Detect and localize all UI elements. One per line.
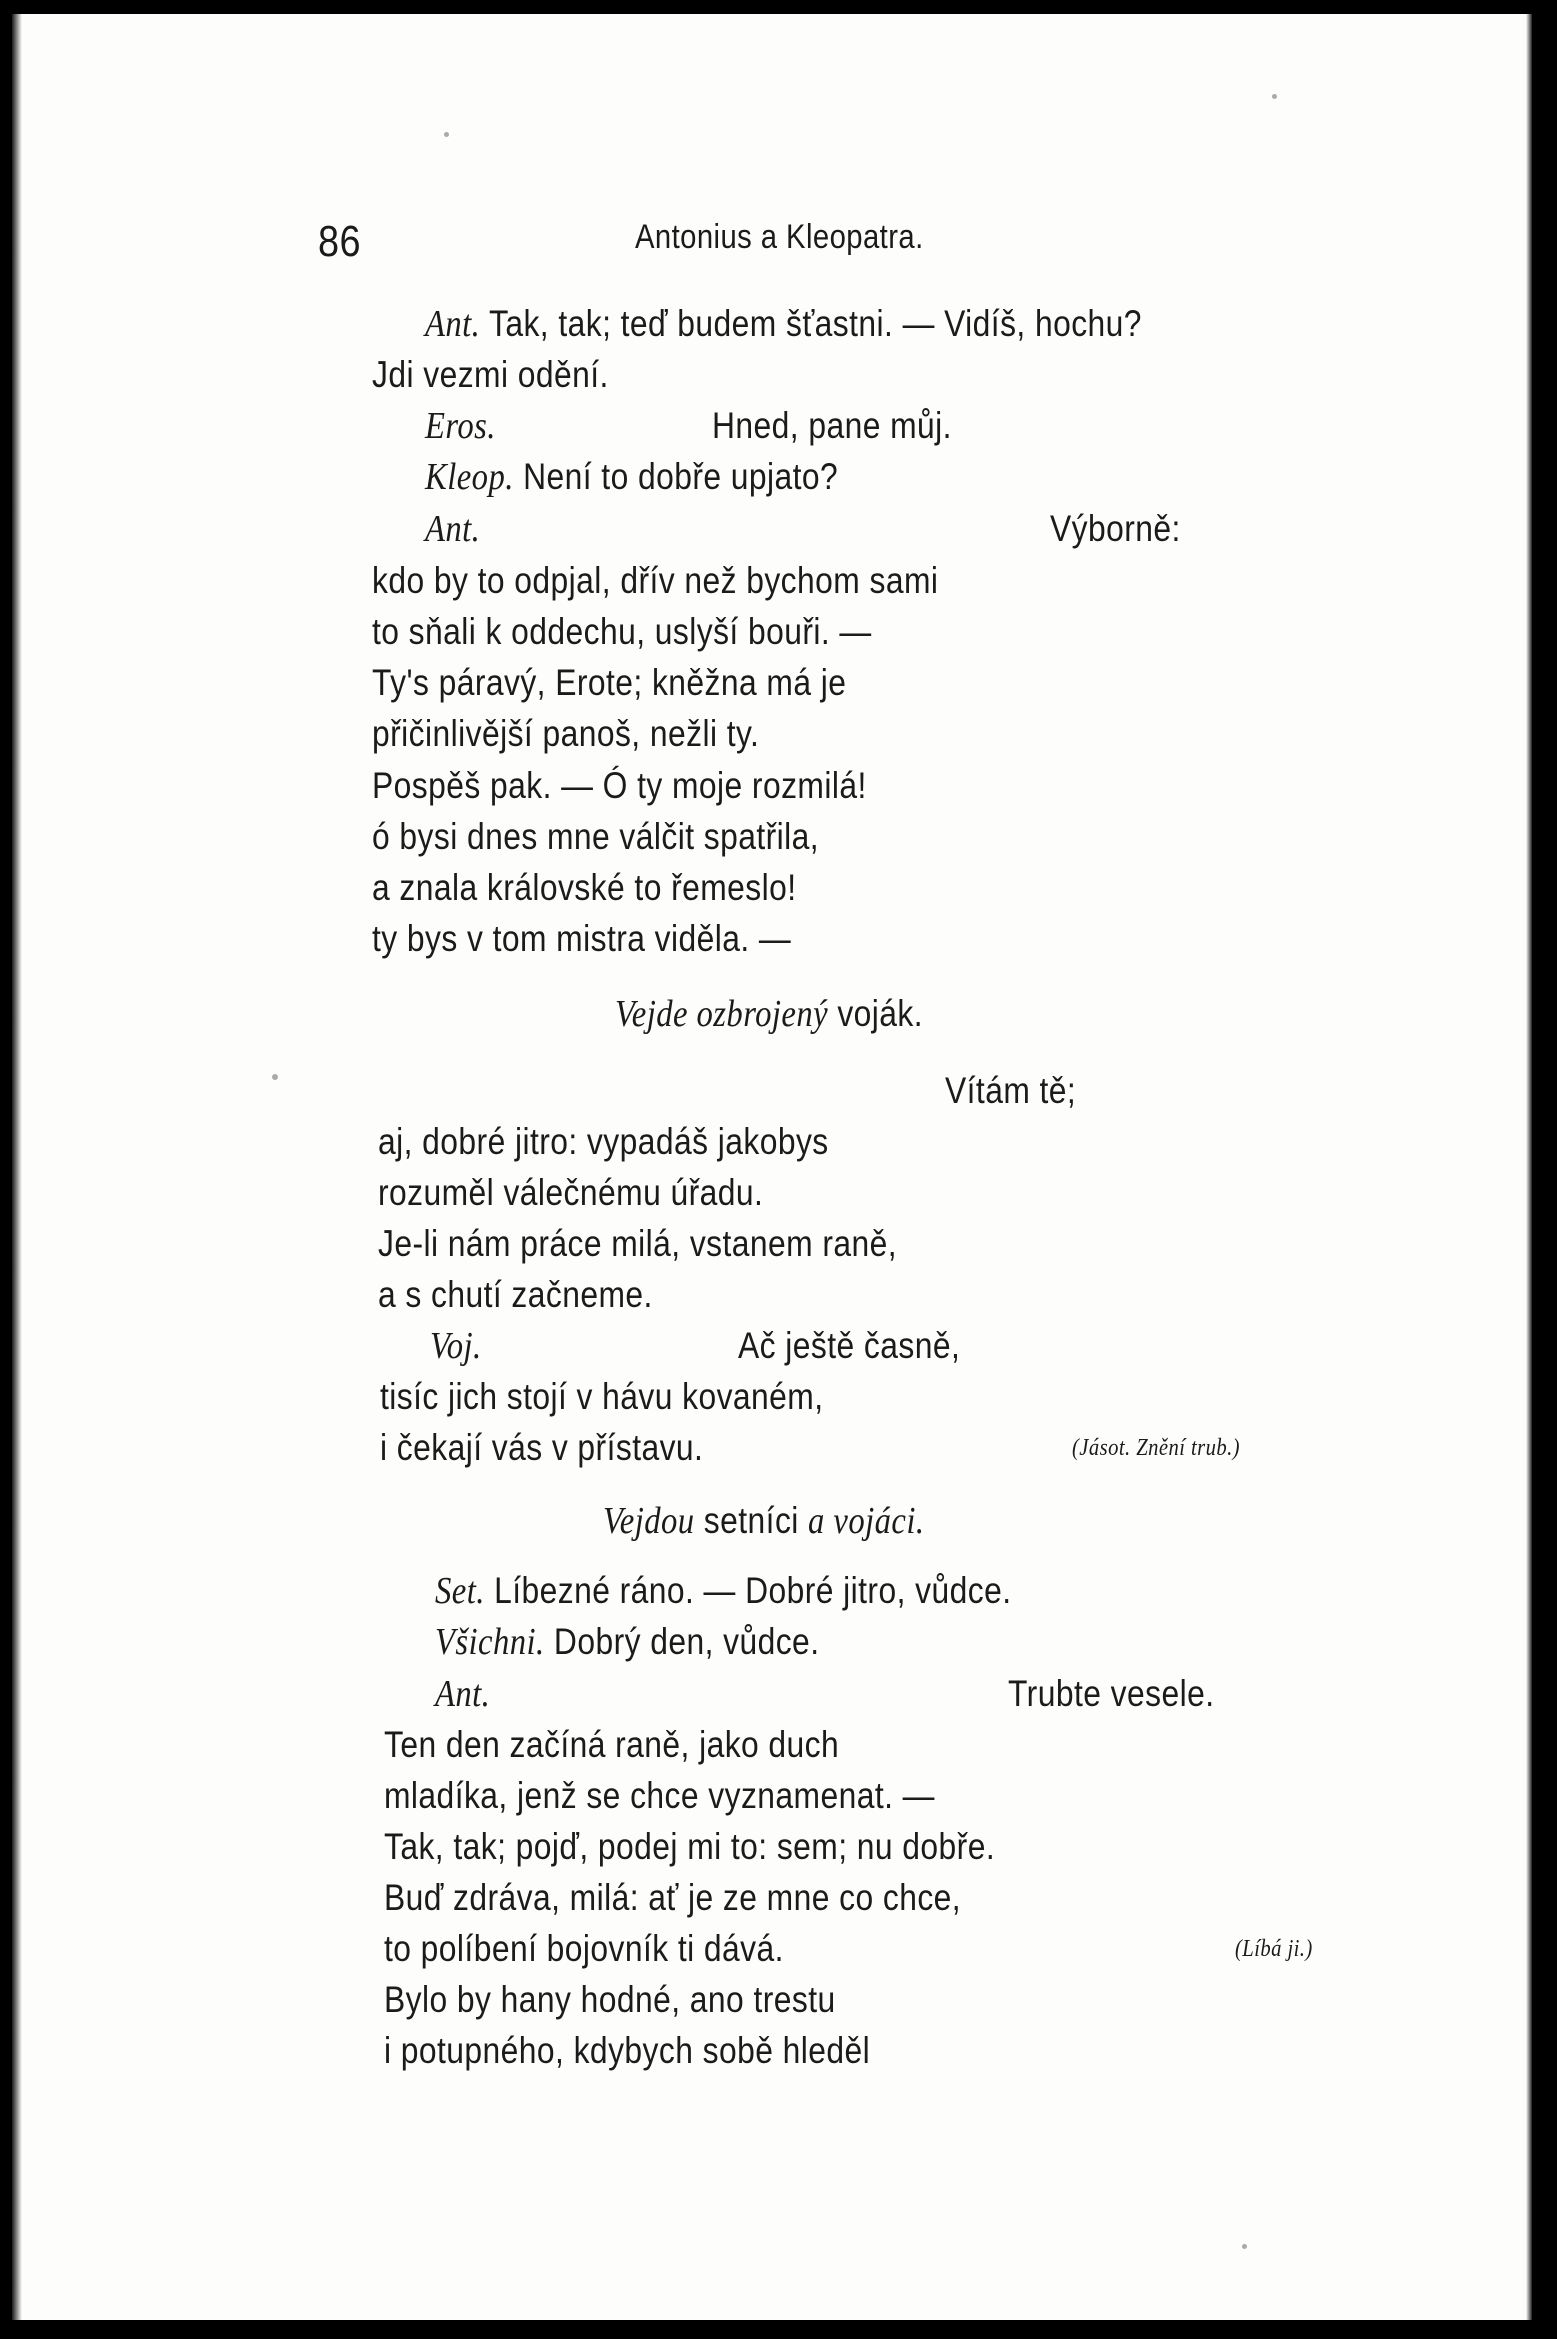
speaker-label: Kleop. xyxy=(425,456,514,498)
paper-sheet xyxy=(12,14,1532,2320)
verse-line: a znala královské to řemeslo! xyxy=(372,867,797,908)
verse-line: mladíka, jenž se chce vyznamenat. — xyxy=(384,1775,935,1816)
verse-line: Buď zdráva, milá: ať je ze mne co chce, xyxy=(384,1877,962,1918)
line-text: Líbezné ráno. — Dobré jitro, vůdce. xyxy=(484,1570,1012,1611)
speaker-label: Voj. xyxy=(430,1325,482,1367)
verse-line-text: Výborně: xyxy=(1050,508,1181,549)
left-edge-shadow xyxy=(12,14,22,2320)
speaker-label: Ant. xyxy=(425,303,481,345)
speck xyxy=(272,1074,278,1080)
verse-line: Je-li nám práce milá, vstanem raně, xyxy=(378,1223,898,1264)
verse-line: Pospěš pak. — Ó ty moje rozmilá! xyxy=(372,765,867,806)
verse-line: kdo by to odpjal, dřív než bychom sami xyxy=(372,560,939,601)
verse-line xyxy=(435,1675,490,1713)
verse-line: rozuměl válečnému úřadu. xyxy=(378,1172,764,1213)
verse-line xyxy=(425,458,838,496)
verse-line: a s chutí začneme. xyxy=(378,1274,653,1315)
verse-line: Vítám tě; xyxy=(945,1070,1077,1111)
line-text: Tak, tak; teď budem šťastni. — Vidíš, hochu? xyxy=(480,303,1142,344)
verse-line xyxy=(435,1623,819,1661)
speaker-label: Všichni. xyxy=(435,1621,545,1663)
verse-line: přičinlivější panoš, nežli ty. xyxy=(372,713,760,754)
speck xyxy=(444,132,449,137)
verse-line: Tak, tak; pojď, podej mi to: sem; nu dobře. xyxy=(384,1826,996,1867)
verse-line: ty bys v tom mistra viděla. — xyxy=(372,918,792,959)
verse-line: aj, dobré jitro: vypadáš jakobys xyxy=(378,1121,829,1162)
stage-direction: Vejde ozbrojený voják. xyxy=(615,993,924,1035)
speaker-label: Ant. xyxy=(435,1673,491,1715)
verse-line: to sňali k oddechu, uslyší bouři. — xyxy=(372,611,872,652)
verse-line: Ty's páravý, Erote; kněžna má je xyxy=(372,662,847,703)
right-edge-shadow xyxy=(1526,14,1532,2320)
speaker-label: Eros. xyxy=(425,405,496,447)
verse-line-text: Hned, pane můj. xyxy=(712,405,952,446)
verse-line: Jdi vezmi odění. xyxy=(372,354,609,395)
verse-line: i potupného, kdybych sobě hleděl xyxy=(384,2030,871,2071)
speck xyxy=(1242,2244,1247,2249)
verse-line xyxy=(435,1572,1011,1610)
speaker-label: Ant. xyxy=(425,508,481,550)
verse-line xyxy=(425,407,496,445)
verse-line: to políbení bojovník ti dává. xyxy=(384,1928,784,1969)
verse-line: ó bysi dnes mne válčit spatřila, xyxy=(372,816,820,857)
verse-line: Bylo by hany hodné, ano trestu xyxy=(384,1979,836,2020)
stage-direction: Vejdou setníci a vojáci. xyxy=(603,1500,925,1542)
running-head: Antonius a Kleopatra. xyxy=(635,218,924,256)
verse-line xyxy=(425,510,480,548)
verse-line xyxy=(425,305,1142,343)
line-text: Dobrý den, vůdce. xyxy=(544,1621,820,1662)
verse-line-text: Trubte vesele. xyxy=(1008,1673,1215,1714)
line-text: Není to dobře upjato? xyxy=(513,456,839,497)
speaker-label: Set. xyxy=(435,1570,485,1612)
speck xyxy=(1272,94,1277,99)
verse-line xyxy=(430,1327,482,1365)
page-number: 86 xyxy=(318,217,361,266)
verse-line-text: Ač ještě časně, xyxy=(738,1325,961,1366)
stage-direction-aside: (Líbá ji.) xyxy=(1235,1936,1313,1962)
stage-direction-aside: (Jásot. Znění trub.) xyxy=(1072,1435,1240,1461)
verse-line: Ten den začíná raně, jako duch xyxy=(384,1724,840,1765)
verse-line: i čekají vás v přístavu. xyxy=(380,1427,704,1468)
verse-line: tisíc jich stojí v hávu kovaném, xyxy=(380,1376,824,1417)
